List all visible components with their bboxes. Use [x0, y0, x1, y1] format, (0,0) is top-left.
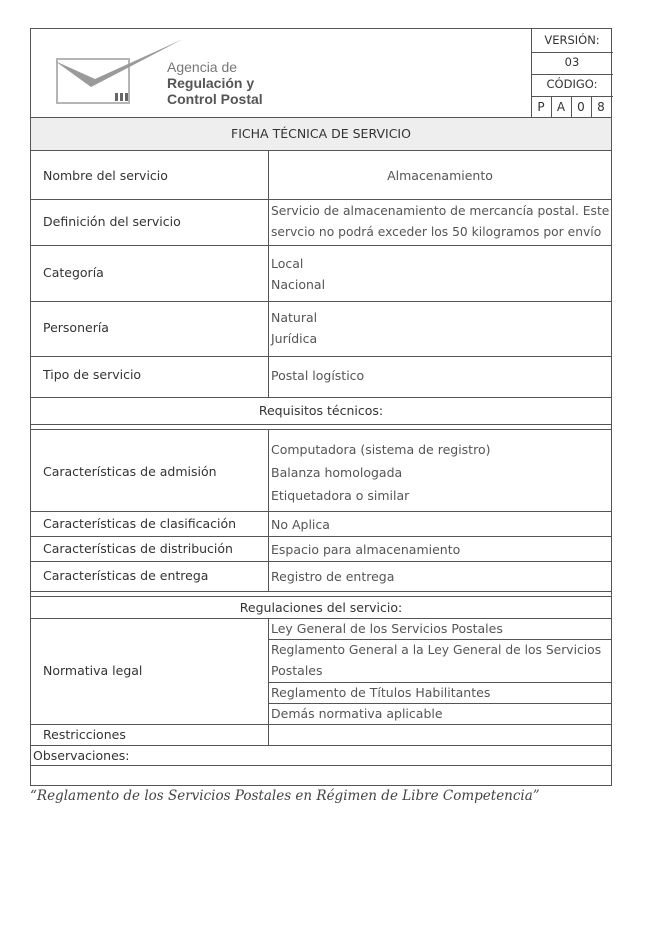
- legal-value: Demás normativa aplicable: [271, 706, 443, 721]
- logo-line-2: Regulación y: [167, 75, 255, 91]
- regulations-title: Regulaciones del servicio:: [239, 600, 403, 615]
- admission-value: Balanza homologada: [271, 465, 403, 480]
- legal-value: Ley General de los Servicios Postales: [271, 621, 503, 636]
- admission-value: Computadora (sistema de registro): [271, 442, 491, 457]
- technical-requirements-title: Requisitos técnicos:: [258, 403, 384, 418]
- logo-line-3: Control Postal: [167, 91, 263, 107]
- restrictions-label: Restricciones: [43, 727, 126, 742]
- service-type-label: Tipo de servicio: [43, 367, 142, 382]
- legal-label: Normativa legal: [43, 663, 143, 678]
- definition-label: Definición del servicio: [43, 214, 181, 229]
- definition-line: Servicio de almacenamiento de mercancía postal. Este: [271, 204, 610, 218]
- delivery-label: Características de entrega: [43, 568, 209, 583]
- personeria-value: Jurídica: [271, 331, 318, 346]
- code-char: 8: [597, 100, 605, 114]
- personeria-label: Personería: [43, 320, 109, 335]
- definition-line: servcio no podrá exceder los 50 kilogramos por envío: [271, 225, 602, 239]
- category-label: Categoría: [43, 265, 104, 280]
- legal-value: Reglamento General a la Ley General de los Servicios: [271, 643, 602, 657]
- code-char: P: [537, 100, 545, 114]
- agency-logo: [51, 35, 291, 111]
- legal-value: Reglamento de Títulos Habilitantes: [271, 685, 491, 700]
- sheet-title: FICHA TÉCNICA DE SERVICIO: [231, 126, 411, 141]
- delivery-value: Registro de entrega: [271, 569, 395, 584]
- distribution-value: Espacio para almacenamiento: [271, 542, 461, 557]
- admission-value: Etiquetadora o similar: [271, 488, 410, 503]
- classification-value: No Aplica: [271, 517, 330, 532]
- code-char: 0: [577, 100, 585, 114]
- footer-caption: “Reglamento de los Servicios Postales en Régimen de Libre Competencia”: [30, 788, 540, 804]
- logo-line-1: Agencia de: [167, 59, 238, 75]
- personeria-value: Natural: [271, 310, 318, 325]
- service-name-value: Almacenamiento: [387, 168, 493, 183]
- service-name-label: Nombre del servicio: [43, 168, 168, 183]
- category-value: Local: [271, 256, 304, 271]
- observations-label: Observaciones:: [33, 748, 130, 763]
- legal-value: Postales: [271, 663, 323, 678]
- version-value: 03: [564, 55, 580, 69]
- code-char: A: [556, 100, 566, 114]
- version-label: VERSIÓN:: [544, 33, 600, 47]
- distribution-label: Características de distribución: [43, 541, 233, 556]
- category-value: Nacional: [271, 277, 326, 292]
- admission-label: Características de admisión: [43, 464, 217, 479]
- code-label: CÓDIGO:: [546, 77, 598, 91]
- service-type-value: Postal logístico: [271, 368, 365, 383]
- service-sheet: [30, 28, 612, 786]
- classification-label: Características de clasificación: [43, 516, 237, 531]
